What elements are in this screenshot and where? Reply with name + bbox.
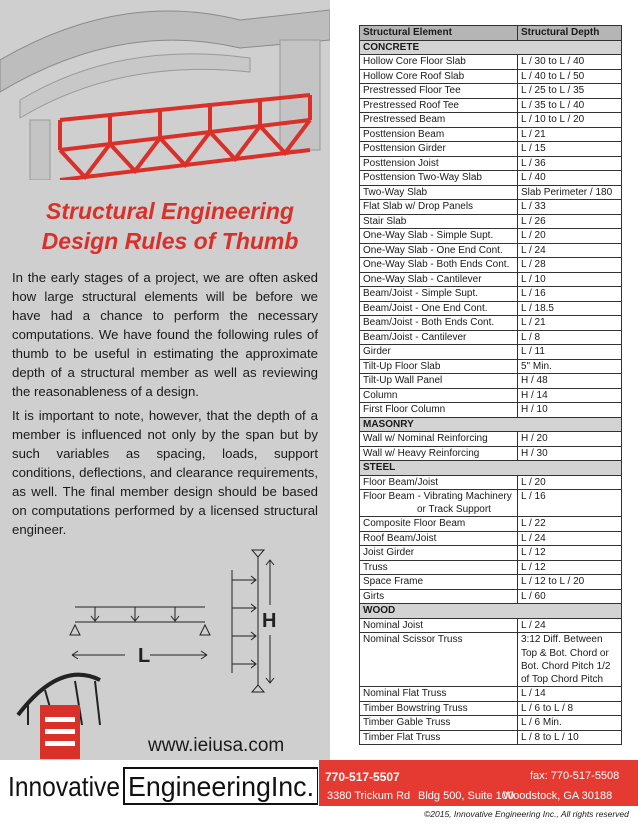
table-row xyxy=(360,156,622,171)
element-cell: Prestressed Roof Tee xyxy=(360,98,518,113)
depth-cell: L / 12 to L / 20 xyxy=(518,575,622,590)
depth-cell: L / 24 xyxy=(518,243,622,258)
element-cell: Timber Gable Truss xyxy=(360,716,518,731)
depth-cell: L / 11 xyxy=(518,345,622,360)
table-row xyxy=(360,214,622,229)
disclaimer-paragraph: It is important to note, however, that the depth of a member is influenced not only by the span but by such variables as spacing, loads, support conditions, deflections, and clearance requirements, as well. The final member design should be based on computations performed by a licensed structural engineer. xyxy=(12,408,318,537)
element-cell: Posttension Beam xyxy=(360,127,518,142)
element-cell: Floor Beam - Vibrating Machinery or Track Support xyxy=(360,490,518,517)
table-row xyxy=(360,701,622,716)
table-row xyxy=(360,359,622,374)
element-cell: Prestressed Beam xyxy=(360,113,518,128)
table-row xyxy=(360,243,622,258)
table-row xyxy=(360,316,622,331)
table-row xyxy=(360,575,622,590)
depth-cell: L / 60 xyxy=(518,589,622,604)
depth-cell: 3:12 Diff. Between Top & Bot. Chord or Bot. Chord Pitch 1/2 of Top Chord Pitch xyxy=(518,633,622,687)
brand-word-1: Innovative xyxy=(8,771,120,802)
company-logo xyxy=(18,675,100,759)
element-cell: Joist Girder xyxy=(360,546,518,561)
title-line-1: Structural Engineering xyxy=(46,198,294,224)
brand-wordmark xyxy=(6,766,318,806)
element-cell: Wall w/ Nominal Reinforcing xyxy=(360,432,518,447)
section-label: STEEL xyxy=(360,461,622,476)
depth-cell: L / 20 xyxy=(518,475,622,490)
element-cell: Tilt-Up Floor Slab xyxy=(360,359,518,374)
table-row xyxy=(360,200,622,215)
intro-panel xyxy=(0,0,330,760)
element-cell: First Floor Column xyxy=(360,403,518,418)
contact-bar xyxy=(319,760,638,806)
element-cell: Nominal Flat Truss xyxy=(360,687,518,702)
length-label: L xyxy=(138,645,151,667)
depth-cell: 5" Min. xyxy=(518,359,622,374)
rules-table-container xyxy=(359,25,621,745)
table-row xyxy=(360,272,622,287)
table-row xyxy=(360,185,622,200)
depth-cell: Slab Perimeter / 180 xyxy=(518,185,622,200)
load-diagram xyxy=(0,545,330,760)
element-cell: Wall w/ Heavy Reinforcing xyxy=(360,446,518,461)
element-cell: Beam/Joist - Cantilever xyxy=(360,330,518,345)
element-cell: Beam/Joist - Simple Supt. xyxy=(360,287,518,302)
title-line-2: Design Rules of Thumb xyxy=(41,228,299,254)
rules-table xyxy=(359,25,622,745)
element-cell: Posttension Joist xyxy=(360,156,518,171)
header-depth: Structural Depth xyxy=(518,26,622,41)
table-row xyxy=(360,475,622,490)
table-row xyxy=(360,258,622,273)
depth-cell: L / 24 xyxy=(518,531,622,546)
element-cell: Posttension Girder xyxy=(360,142,518,157)
table-row xyxy=(360,84,622,99)
depth-cell: L / 10 to L / 20 xyxy=(518,113,622,128)
element-cell: Flat Slab w/ Drop Panels xyxy=(360,200,518,215)
depth-cell: L / 14 xyxy=(518,687,622,702)
element-cell: Nominal Scissor Truss xyxy=(360,633,518,687)
table-row xyxy=(360,330,622,345)
depth-cell: L / 40 to L / 50 xyxy=(518,69,622,84)
depth-cell: L / 33 xyxy=(518,200,622,215)
table-row xyxy=(360,517,622,532)
table-row xyxy=(360,403,622,418)
element-cell: Timber Bowstring Truss xyxy=(360,701,518,716)
table-body xyxy=(360,40,622,745)
intro-paragraph: In the early stages of a project, we are often asked how large structural elements will be before we have had a chance to perform the necessary computations. We have found the following rules of thumb to be useful in estimating the approximate depth of a structural member as well as reviewing the reasonableness of a design. xyxy=(12,270,318,399)
section-row-concrete xyxy=(360,40,622,55)
element-cell: Timber Flat Truss xyxy=(360,730,518,745)
table-row xyxy=(360,446,622,461)
depth-cell: H / 14 xyxy=(518,388,622,403)
section-label: WOOD xyxy=(360,604,622,619)
element-cell: Posttension Two-Way Slab xyxy=(360,171,518,186)
depth-cell: L / 40 xyxy=(518,171,622,186)
depth-cell: L / 28 xyxy=(518,258,622,273)
depth-cell: L / 20 xyxy=(518,229,622,244)
element-cell: One-Way Slab - Both Ends Cont. xyxy=(360,258,518,273)
depth-cell: L / 21 xyxy=(518,127,622,142)
brand-logo xyxy=(6,766,318,802)
address-city: Woodstock, GA 30188 xyxy=(503,790,613,802)
address-suite: Bldg 500, Suite 100 xyxy=(418,790,515,802)
table-row xyxy=(360,633,622,687)
depth-cell: L / 30 to L / 40 xyxy=(518,55,622,70)
table-row xyxy=(360,55,622,70)
element-cell: Beam/Joist - One End Cont. xyxy=(360,301,518,316)
table-row xyxy=(360,589,622,604)
website-link[interactable]: www.ieiusa.com xyxy=(148,735,285,756)
brand-word-2: EngineeringInc. xyxy=(128,771,314,802)
element-cell: Nominal Joist xyxy=(360,618,518,633)
table-row xyxy=(360,374,622,389)
element-cell: Two-Way Slab xyxy=(360,185,518,200)
fax-number: fax: 770-517-5508 xyxy=(530,770,620,782)
element-cell: Composite Floor Beam xyxy=(360,517,518,532)
element-cell: Truss xyxy=(360,560,518,575)
element-cell: Hollow Core Roof Slab xyxy=(360,69,518,84)
depth-cell: L / 36 xyxy=(518,156,622,171)
table-row xyxy=(360,531,622,546)
table-row xyxy=(360,142,622,157)
table-header-row xyxy=(360,26,622,41)
depth-cell: L / 16 xyxy=(518,490,622,517)
element-cell: Floor Beam/Joist xyxy=(360,475,518,490)
element-cell: Column xyxy=(360,388,518,403)
element-cell: One-Way Slab - Simple Supt. xyxy=(360,229,518,244)
section-label: MASONRY xyxy=(360,417,622,432)
depth-cell: L / 35 to L / 40 xyxy=(518,98,622,113)
element-cell: Stair Slab xyxy=(360,214,518,229)
table-row xyxy=(360,432,622,447)
height-label: H xyxy=(262,610,277,632)
depth-cell: L / 12 xyxy=(518,546,622,561)
table-row xyxy=(360,69,622,84)
copyright-notice: ©2015, Innovative Engineering Inc., All rights reserved xyxy=(424,809,629,819)
table-row xyxy=(360,287,622,302)
depth-cell: H / 10 xyxy=(518,403,622,418)
table-row xyxy=(360,546,622,561)
depth-cell: L / 26 xyxy=(518,214,622,229)
element-cell: Girder xyxy=(360,345,518,360)
bridge-truss-illustration xyxy=(0,0,330,190)
element-cell: Space Frame xyxy=(360,575,518,590)
depth-cell: L / 6 Min. xyxy=(518,716,622,731)
table-row xyxy=(360,618,622,633)
depth-cell: L / 8 to L / 10 xyxy=(518,730,622,745)
section-label: CONCRETE xyxy=(360,40,622,55)
depth-cell: L / 22 xyxy=(518,517,622,532)
depth-cell: H / 48 xyxy=(518,374,622,389)
table-row xyxy=(360,716,622,731)
depth-cell: L / 21 xyxy=(518,316,622,331)
element-cell: Prestressed Floor Tee xyxy=(360,84,518,99)
depth-cell: H / 30 xyxy=(518,446,622,461)
phone-number[interactable]: 770-517-5507 xyxy=(325,770,400,784)
depth-cell: L / 25 to L / 35 xyxy=(518,84,622,99)
element-cell: Tilt-Up Wall Panel xyxy=(360,374,518,389)
element-cell: Roof Beam/Joist xyxy=(360,531,518,546)
section-row-masonry xyxy=(360,417,622,432)
page-title xyxy=(20,196,320,256)
table-row xyxy=(360,388,622,403)
table-row xyxy=(360,345,622,360)
depth-cell: L / 12 xyxy=(518,560,622,575)
depth-cell: L / 24 xyxy=(518,618,622,633)
table-row xyxy=(360,560,622,575)
depth-cell: L / 8 xyxy=(518,330,622,345)
depth-cell: L / 6 to L / 8 xyxy=(518,701,622,716)
table-row xyxy=(360,229,622,244)
table-row xyxy=(360,98,622,113)
address-street: 3380 Trickum Rd xyxy=(327,790,411,802)
depth-cell: L / 18.5 xyxy=(518,301,622,316)
element-cell: Girts xyxy=(360,589,518,604)
table-row xyxy=(360,113,622,128)
element-cell: One-Way Slab - One End Cont. xyxy=(360,243,518,258)
table-row xyxy=(360,730,622,745)
table-row xyxy=(360,171,622,186)
table-row xyxy=(360,490,622,517)
depth-cell: H / 20 xyxy=(518,432,622,447)
table-row xyxy=(360,687,622,702)
table-row xyxy=(360,301,622,316)
element-cell: Beam/Joist - Both Ends Cont. xyxy=(360,316,518,331)
depth-cell: L / 15 xyxy=(518,142,622,157)
section-row-steel xyxy=(360,461,622,476)
depth-cell: L / 10 xyxy=(518,272,622,287)
table-row xyxy=(360,127,622,142)
element-cell: Hollow Core Floor Slab xyxy=(360,55,518,70)
section-row-wood xyxy=(360,604,622,619)
depth-cell: L / 16 xyxy=(518,287,622,302)
element-cell: One-Way Slab - Cantilever xyxy=(360,272,518,287)
header-element: Structural Element xyxy=(360,26,518,41)
